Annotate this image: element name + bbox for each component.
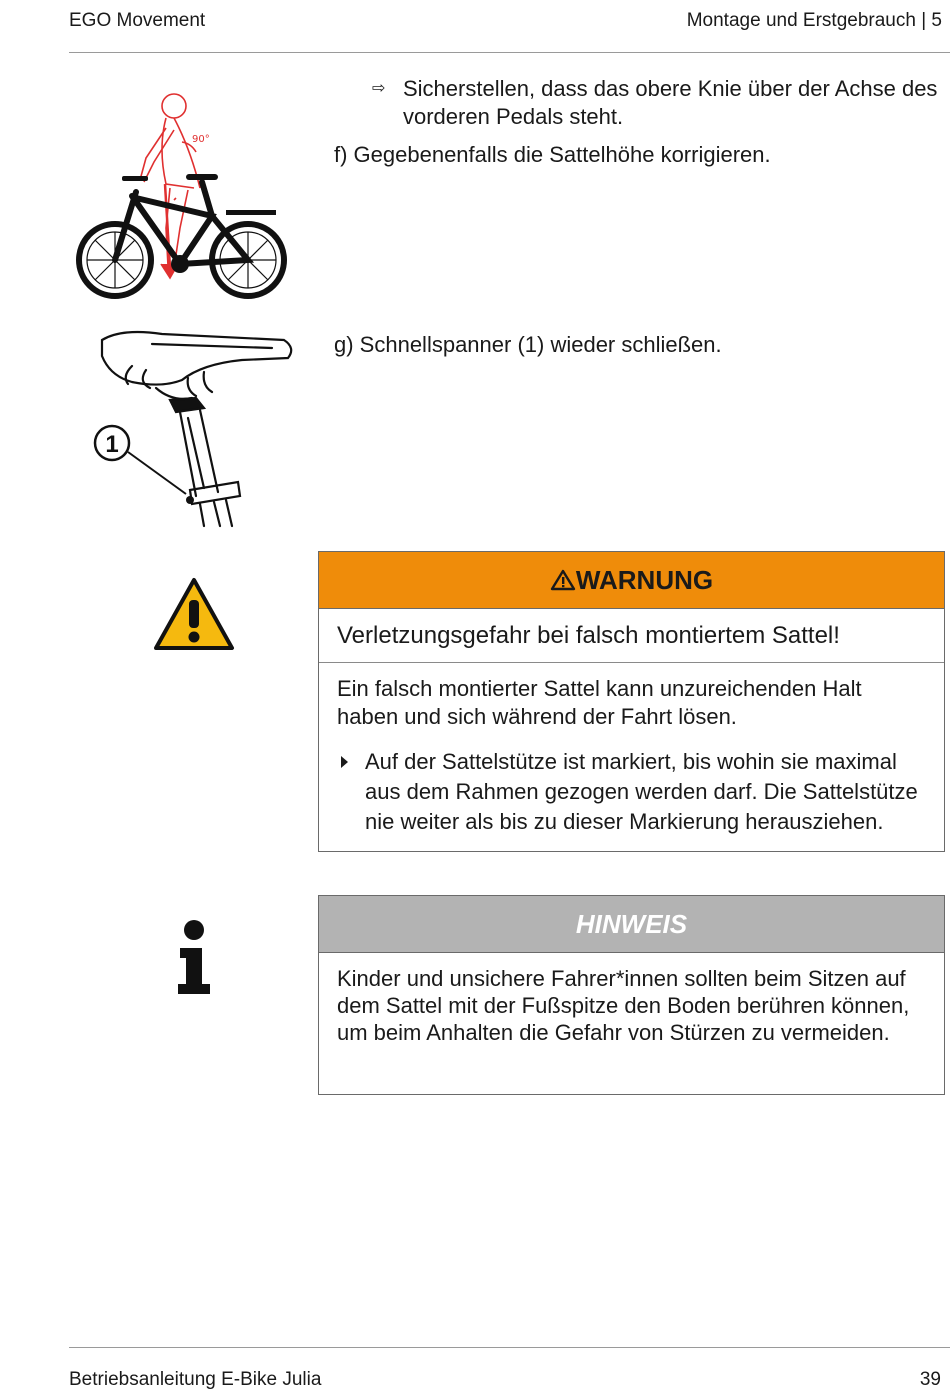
footer-manual-title: Betriebsanleitung E-Bike Julia xyxy=(69,1369,322,1390)
bike-rider-illustration xyxy=(70,88,290,300)
warning-box xyxy=(318,551,945,852)
bullet-triangle-icon xyxy=(341,756,348,768)
warning-text: Ein falsch montierter Sattel kann unzureichenden Halt haben und sich während der Fahrt lösen. xyxy=(337,676,862,729)
info-icon xyxy=(174,920,214,996)
warning-heading xyxy=(319,552,944,609)
warning-heading-label: WARNUNG xyxy=(575,565,714,595)
warning-bullet xyxy=(337,747,926,837)
step-f: f) Gegebenenfalls die Sattelhöhe korrigieren. xyxy=(334,142,771,167)
callout-number: 1 xyxy=(105,431,119,458)
footer-divider xyxy=(69,1347,950,1348)
hint-heading: HINWEIS xyxy=(319,896,944,953)
step-g: g) Schnellspanner (1) wieder schließen. xyxy=(334,332,722,357)
warning-title: Verletzungsgefahr bei falsch montiertem Sattel! xyxy=(337,622,840,649)
warning-small-icon xyxy=(550,569,576,591)
running-header-left: EGO Movement xyxy=(69,10,206,31)
page-number: 39 xyxy=(919,1369,941,1390)
warning-bullet-text: Auf der Sattelstütze ist markiert, bis wohin sie maximal aus dem Rahmen gezogen werden darf. Die Sattelstütze nie weiter als bis zu dieser Markierung herausziehen. xyxy=(365,749,918,834)
hint-text: Kinder und unsichere Fahrer*innen sollten beim Sitzen auf dem Sattel mit der Fußspitze den Boden berühren können, um beim Anhalten die Gefahr von Stürzen zu vermeiden. xyxy=(337,966,910,1045)
warning-triangle-icon xyxy=(152,576,236,652)
running-header-right: Montage und Erstgebrauch | 5 xyxy=(686,10,942,31)
hint-box xyxy=(318,895,945,1095)
warning-divider xyxy=(319,662,944,663)
saddle-clamp-illustration xyxy=(92,326,298,528)
hollow-arrow-icon: ⇨ xyxy=(372,80,386,97)
header-divider xyxy=(69,52,950,53)
step-arrow-text: Sicherstellen, dass das obere Knie über der Achse des vorderen Pedals steht. xyxy=(403,76,938,129)
angle-label: 90° xyxy=(192,134,210,145)
step-instruction-check-knee xyxy=(372,75,942,131)
